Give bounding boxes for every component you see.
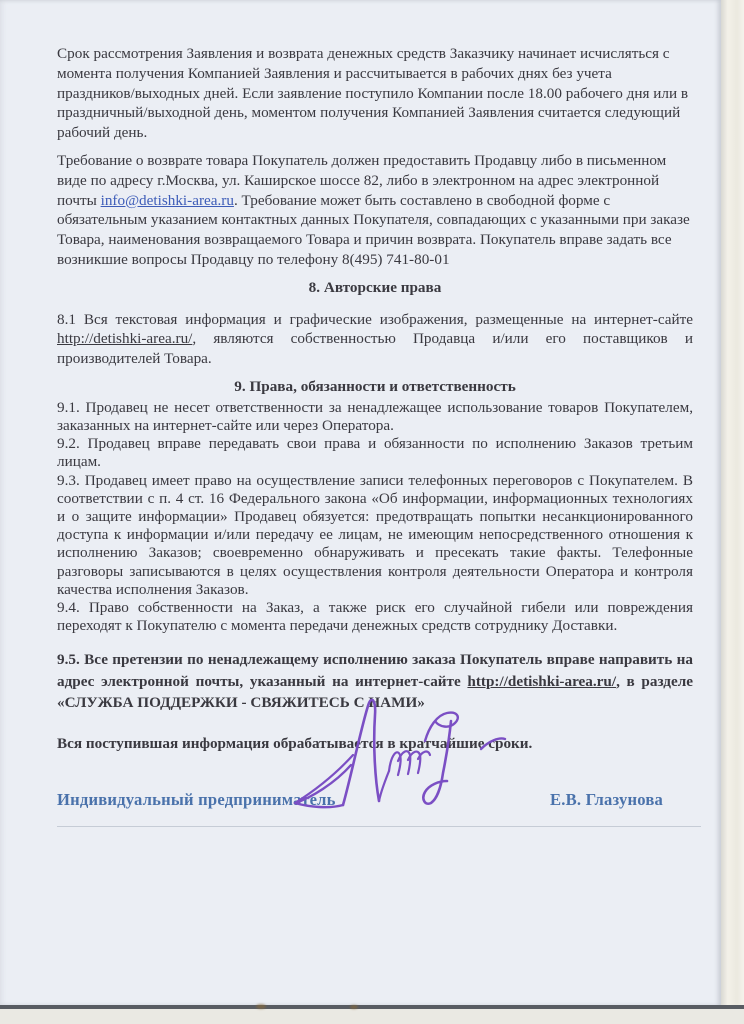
paragraph-return-claim-text: Требование о возврате товара Покупатель должен предоставить Продавцу либо в письменном виде по адресу г.Москва, ул. Каширское шоссе 82, либо в электронном на адрес электронной почты — [57, 151, 667, 209]
paragraph-return-claim — [57, 151, 693, 270]
closing-note: Вся поступившая информация обрабатывается в кратчайшие сроки. — [57, 734, 533, 752]
section-8-heading: 8. Авторские права — [308, 278, 442, 296]
scan-smudge — [350, 1005, 358, 1009]
clause-8-1-text-2: , являются собственностью Продавца и/или его поставщиков и производителей Товара. — [57, 330, 693, 368]
website-link-copyright[interactable]: http://detishki-area.ru/ — [57, 330, 193, 348]
signature-row — [57, 790, 693, 810]
signature-rule — [57, 826, 701, 827]
scanner-below-edge — [0, 1009, 744, 1024]
scanner-background-strip — [721, 0, 744, 1006]
website-link-claims[interactable]: http://detishki-area.ru/ — [467, 672, 617, 690]
document-body — [57, 44, 693, 827]
clause-9-1: 9.1. Продавец не несет ответственности за ненадлежащее использование товаров Покупателем, заказанных на интернет-сайте или через Оператора. — [57, 398, 693, 434]
clause-9-4: 9.4. Право собственности на Заказ, а также риск его случайной гибели или повреждения переходят к Покупателю с момента передачи денежных средств сотруднику Доставки. — [57, 598, 693, 635]
signature-label: Индивидуальный предприниматель — [57, 789, 336, 809]
clause-9-5 — [57, 649, 693, 714]
scan-smudge — [256, 1004, 266, 1009]
signature-name: Е.В. Глазунова — [550, 789, 663, 809]
clause-8-1-text: 8.1 Вся текстовая информация и графические изображения, размещенные на интернет-сайте — [57, 310, 693, 328]
paragraph-refund-term: Срок рассмотрения Заявления и возврата денежных средств Заказчику начинает исчисляться с момента получения Компанией Заявления и рассчитывается в рабочих днях без учета праздников/выходных дней. Если заявление поступило Компании после 18.00 рабочего дня или в праздничный/выходной день, моментом получения Компанией Заявления считается следующий рабочий день. — [57, 45, 689, 142]
clause-9-2: 9.2. Продавец вправе передавать свои права и обязанности по исполнению Заказов третьим лицам. — [57, 435, 693, 471]
clause-9-5-text: 9.5. Все претензии по ненадлежащему исполнению заказа Покупатель вправе направить на адрес электронной почты, указанный на интернет-сайте — [57, 651, 693, 690]
clause-9-3: 9.3. Продавец имеет право на осуществление записи телефонных переговоров с Покупателем. В соответствии с п. 4 ст. 16 Федерального закона «Об информации, информационных технологиях и о защите информации» Продавец обязуется: предотвращать попытки несанкционированного доступа к информации и/или передачу ее лицам, не имеющим непосредственного отношения к исполнению Заказов; своевременно обнаруживать и пресекать такие факты. Телефонные разговоры записываются в целях осуществления контроля деятельности Оператора и контроля качества исполнения Заказов. — [57, 471, 693, 598]
clause-8-1 — [57, 310, 693, 369]
clause-9-5-text-2: , в разделе «СЛУЖБА ПОДДЕРЖКИ - СВЯЖИТЕСЬ С НАМИ» — [57, 672, 693, 712]
email-link[interactable]: info@detishki-area.ru — [100, 191, 234, 209]
paragraph-return-claim-text-2: . Требование может быть составлено в свободной форме с обязательным указанием контактных данных Покупателя, совпадающих с указанными при заказе Товара, наименования возвращаемого Товара и причин возврата. Покупатель вправе задать все возникшие вопросы Продавцу по телефону 8(495) 741-80-01 — [57, 191, 690, 268]
section-9-heading: 9. Права, обязанности и ответственность — [234, 377, 516, 395]
